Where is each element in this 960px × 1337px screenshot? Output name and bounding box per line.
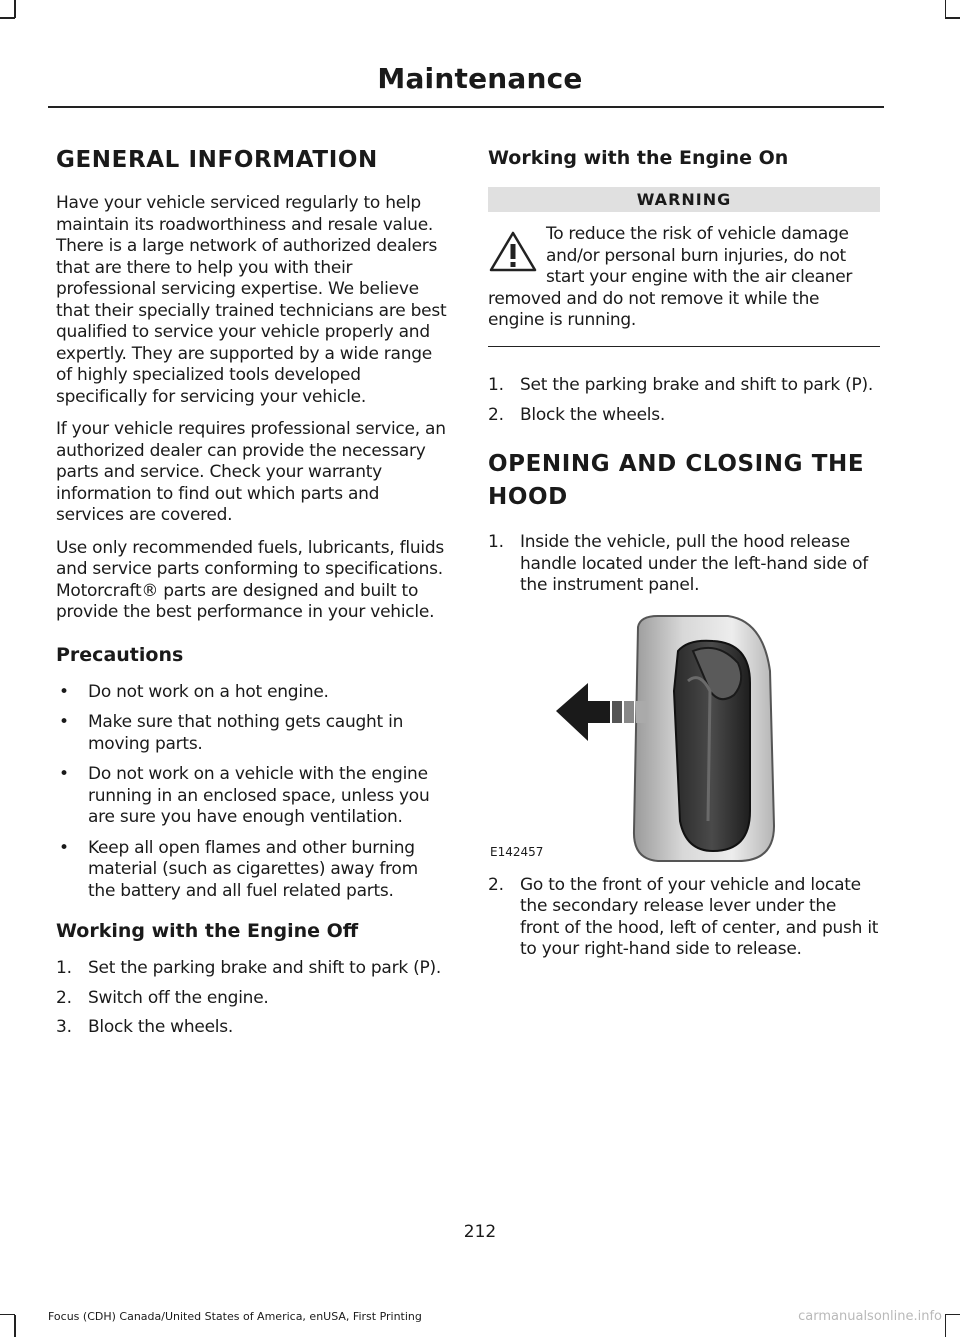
watermark: carmanualsonline.info bbox=[798, 1309, 942, 1324]
step-text: Block the wheels. bbox=[520, 404, 666, 425]
step-text: Inside the vehicle, pull the hood release handle located under the left-hand side of the instrument panel. bbox=[520, 532, 868, 595]
hood-steps bbox=[488, 532, 880, 597]
crop-mark bbox=[945, 0, 947, 18]
step-text: Switch off the engine. bbox=[88, 987, 269, 1008]
hood-heading: OPENING AND CLOSING THE HOOD bbox=[488, 451, 865, 510]
list-item: • Do not work on a vehicle with the engine running in an enclosed space, unless you are sure you have enough ventilation. bbox=[56, 764, 448, 829]
general-information-heading: GENERAL INFORMATION bbox=[56, 147, 378, 173]
paragraph: If your vehicle requires professional service, an authorized dealer can provide the necessary parts and service. Check your warranty information to find out which parts and services are covered. bbox=[56, 419, 446, 525]
crop-mark bbox=[0, 17, 15, 19]
paragraph: Have your vehicle serviced regularly to help maintain its roadworthiness and resale value. There is a large network of authorized dealers that are there to help you with their professional servicing expertise. We believe that their specially trained technicians are best qualified to service your vehicle properly and expertly. They are supported by a wide range of highly specialized tools developed specifically for servicing your vehicle. bbox=[56, 193, 447, 407]
list-item bbox=[56, 988, 448, 1010]
warning-body bbox=[488, 224, 880, 332]
list-item: • Do not work on a hot engine. bbox=[56, 682, 448, 704]
engine-on-heading: Working with the Engine On bbox=[488, 147, 789, 169]
footer-text: Focus (CDH) Canada/United States of America, enUSA, First Printing bbox=[48, 1310, 422, 1323]
list-item: • Keep all open flames and other burning material (such as cigarettes) away from the battery and all fuel related parts. bbox=[56, 838, 448, 903]
hood-steps-continued bbox=[488, 875, 880, 961]
engine-off-heading: Working with the Engine Off bbox=[56, 920, 359, 942]
page-number: 212 bbox=[463, 1222, 497, 1242]
warning-label: WARNING bbox=[488, 187, 880, 212]
step-number: 1. bbox=[56, 958, 72, 978]
precautions-heading: Precautions bbox=[56, 643, 184, 666]
warning-box bbox=[488, 187, 880, 347]
figure-code: E142457 bbox=[490, 844, 544, 859]
engine-off-steps bbox=[56, 958, 448, 1039]
step-number: 3. bbox=[56, 1017, 72, 1037]
step-text: Block the wheels. bbox=[88, 1017, 234, 1037]
crop-mark bbox=[945, 1315, 947, 1337]
header-divider bbox=[48, 106, 884, 108]
list-item bbox=[488, 532, 880, 597]
step-text: Set the parking brake and shift to park (P). bbox=[520, 375, 873, 395]
step-number: 2. bbox=[56, 987, 72, 1008]
crop-mark bbox=[945, 1314, 960, 1316]
hood-release-handle-illustration bbox=[488, 611, 880, 869]
step-number: 2. bbox=[488, 404, 504, 425]
left-column bbox=[56, 145, 448, 1049]
step-number: 1. bbox=[488, 532, 504, 552]
list-item bbox=[56, 1017, 448, 1039]
step-number: 2. bbox=[488, 874, 504, 895]
step-text: Go to the front of your vehicle and locate the secondary release lever under the front of the hood, left of center, and push it to your right-hand side to release. bbox=[520, 874, 879, 959]
right-column bbox=[488, 145, 880, 971]
precautions-list bbox=[56, 682, 448, 903]
list-item bbox=[56, 958, 448, 980]
page-title: Maintenance bbox=[377, 62, 583, 95]
warning-text: To reduce the risk of vehicle damage and/or personal burn injuries, do not start your engine with the air cleaner removed and do not remove it while the engine is running. bbox=[488, 224, 853, 330]
crop-mark bbox=[0, 1314, 15, 1316]
crop-mark bbox=[945, 17, 960, 19]
engine-on-steps bbox=[488, 375, 880, 426]
hood-release-handle-figure bbox=[488, 611, 880, 869]
list-item bbox=[488, 375, 880, 397]
warning-triangle-icon bbox=[488, 230, 538, 274]
warning-divider bbox=[488, 346, 880, 348]
list-item bbox=[488, 875, 880, 961]
crop-mark bbox=[14, 1315, 16, 1337]
list-item: • Make sure that nothing gets caught in moving parts. bbox=[56, 712, 448, 755]
paragraph: Use only recommended fuels, lubricants, fluids and service parts conforming to specifications. Motorcraft® parts are designed and built to provide the best performance in your vehicle. bbox=[56, 537, 444, 622]
list-item bbox=[488, 405, 880, 427]
step-text: Set the parking brake and shift to park (P). bbox=[88, 958, 441, 978]
crop-mark bbox=[14, 0, 16, 18]
step-number: 1. bbox=[488, 375, 504, 395]
